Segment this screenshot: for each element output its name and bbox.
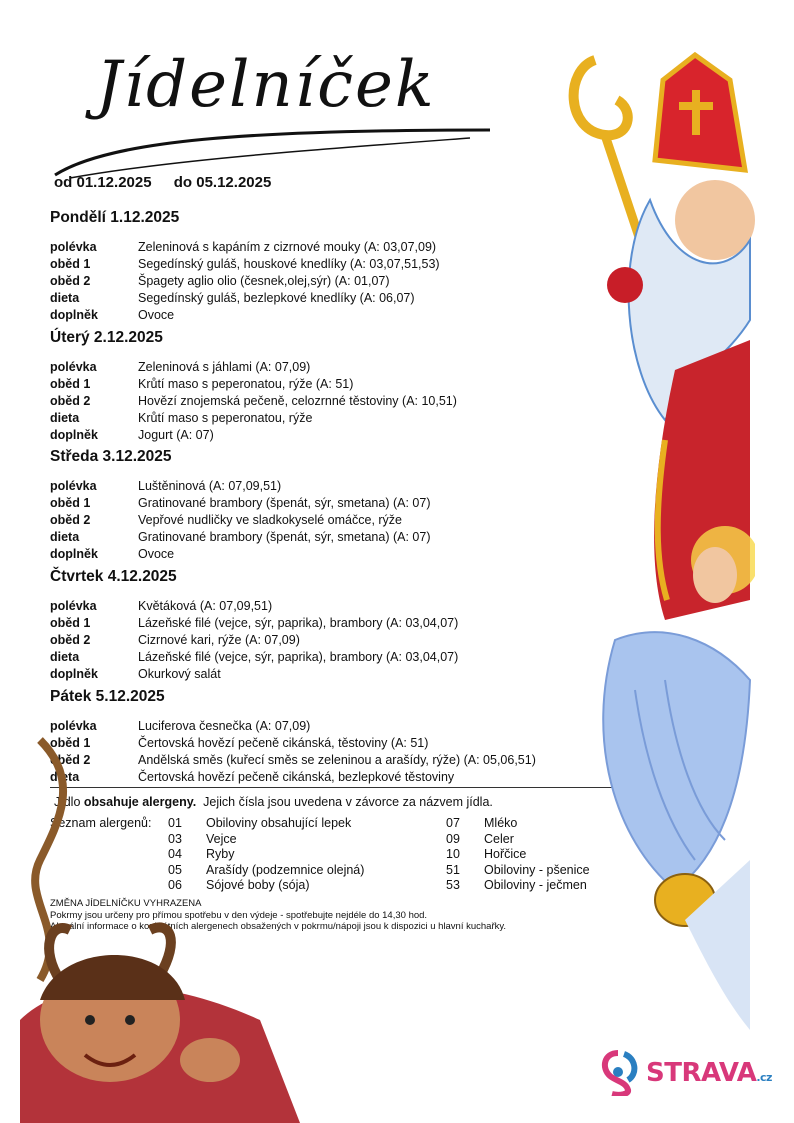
allergen-code: 06 <box>168 878 182 892</box>
row-label: polévka <box>50 360 97 374</box>
menu-row <box>50 393 610 410</box>
row-label: polévka <box>50 599 97 613</box>
row-label: doplněk <box>50 428 98 442</box>
menu-row <box>50 359 610 376</box>
day-heading: Pátek 5.12.2025 <box>50 688 165 705</box>
allergen-name: Arašídy (podzemnice olejná) <box>206 862 365 877</box>
date-to: do 05.12.2025 <box>173 174 272 191</box>
strava-logo-text <box>646 1058 772 1088</box>
allergen-name: Ryby <box>206 847 235 861</box>
menu-row <box>50 478 610 495</box>
row-text: Luštěninová (A: 07,09,51) <box>138 479 282 493</box>
row-label: dieta <box>50 530 80 544</box>
day-heading: Středa 3.12.2025 <box>50 448 172 465</box>
allergen-code: 05 <box>168 862 182 877</box>
row-text: Špagety aglio olio (česnek,olej,sýr) (A: 01,07) <box>138 274 390 288</box>
saint-nicholas-illustration <box>555 40 755 1040</box>
menu-row <box>50 273 610 290</box>
logo-suffix: .cz <box>756 1071 772 1084</box>
row-label: dieta <box>50 411 80 425</box>
menu-row <box>50 512 610 529</box>
row-label: doplněk <box>50 308 98 322</box>
row-text: Gratinované brambory (špenát, sýr, smetana) (A: 07) <box>138 496 431 510</box>
menu-row <box>50 256 610 273</box>
row-text: Hovězí znojemská pečeně, celozrnné těstoviny (A: 10,51) <box>138 394 457 408</box>
row-text: Segedínský guláš, bezlepkové knedlíky (A: 06,07) <box>138 291 415 305</box>
row-text: Lázeňské filé (vejce, sýr, paprika), brambory (A: 03,04,07) <box>138 650 459 664</box>
menu-row <box>50 427 610 444</box>
row-text: Vepřové nudličky ve sladkokyselé omáčce, rýže <box>138 513 403 527</box>
allergen-name: Obiloviny - ječmen <box>484 878 587 892</box>
allergen-code: 53 <box>446 878 460 892</box>
row-text: Andělská směs (kuřecí směs se zeleninou a arašídy, rýže) (A: 05,06,51) <box>138 753 536 767</box>
row-label: oběd 2 <box>50 513 91 527</box>
date-from: od 01.12.2025 <box>54 174 152 191</box>
allergen-name: Sójové boby (sója) <box>206 878 310 892</box>
row-text: Zeleninová s kapáním z cizrnové mouky (A: 03,07,09) <box>138 240 437 254</box>
allergen-code: 01 <box>168 816 182 830</box>
menu-row <box>50 615 610 632</box>
row-label: polévka <box>50 479 97 493</box>
allergen-note-prefix: Jídlo <box>54 795 81 809</box>
row-text: Cizrnové kari, rýže (A: 07,09) <box>138 633 300 647</box>
day-heading: Pondělí 1.12.2025 <box>50 209 180 226</box>
title-flourish <box>50 120 500 180</box>
row-label: dieta <box>50 650 80 664</box>
row-label: oběd 2 <box>50 753 91 767</box>
notice-line-1: ZMĚNA JÍDELNÍČKU VYHRAZENA <box>50 898 202 909</box>
allergen-code: 04 <box>168 847 182 861</box>
row-text: Čertovská hovězí pečeně cikánská, těstoviny (A: 51) <box>138 736 429 750</box>
row-text: Segedínský guláš, houskové knedlíky (A: 03,07,51,53) <box>138 257 440 271</box>
row-text: Čertovská hovězí pečeně cikánská, bezlepkové těstoviny <box>138 770 455 784</box>
row-text: Jogurt (A: 07) <box>138 428 214 442</box>
allergen-list-label: Seznam alergenů: <box>50 816 152 830</box>
row-text: Krůtí maso s peperonatou, rýže (A: 51) <box>138 377 354 391</box>
logo-name: STRAVA <box>646 1058 757 1088</box>
allergen-name: Vejce <box>206 831 237 846</box>
menu-row <box>50 649 610 666</box>
allergen-name: Celer <box>484 831 514 846</box>
allergen-code: 03 <box>168 831 182 846</box>
row-label: polévka <box>50 719 97 733</box>
row-label: dieta <box>50 291 80 305</box>
devil-illustration <box>0 720 300 1123</box>
allergen-name: Mléko <box>484 816 518 830</box>
strava-logo <box>598 1050 772 1096</box>
menu-row <box>50 290 610 307</box>
row-label: doplněk <box>50 667 98 681</box>
allergen-code: 10 <box>446 847 460 861</box>
row-label: oběd 1 <box>50 736 91 750</box>
menu-row <box>50 410 610 427</box>
row-label: doplněk <box>50 547 98 561</box>
row-text: Luciferova česnečka (A: 07,09) <box>138 719 311 733</box>
menu-title: Jídelníček <box>96 48 436 122</box>
menu-row <box>50 632 610 649</box>
row-text: Zeleninová s jáhlami (A: 07,09) <box>138 360 311 374</box>
row-label: oběd 2 <box>50 274 91 288</box>
row-label: oběd 2 <box>50 394 91 408</box>
row-label: oběd 1 <box>50 496 91 510</box>
date-range <box>54 174 289 191</box>
day-section-2 <box>50 329 610 444</box>
row-label: polévka <box>50 240 97 254</box>
row-text: Lázeňské filé (vejce, sýr, paprika), brambory (A: 03,04,07) <box>138 616 459 630</box>
menu-row <box>50 376 610 393</box>
allergen-note-suffix: Jejich čísla jsou uvedena v závorce za názvem jídla. <box>203 795 493 809</box>
row-text: Krůtí maso s peperonatou, rýže <box>138 411 313 425</box>
allergen-note-bold: obsahuje alergeny. <box>83 795 197 809</box>
row-text: Ovoce <box>138 547 175 561</box>
menu-row <box>50 666 610 683</box>
day-heading: Úterý 2.12.2025 <box>50 329 163 346</box>
row-text: Květáková (A: 07,09,51) <box>138 599 273 613</box>
row-text: Ovoce <box>138 308 175 322</box>
row-label: dieta <box>50 770 80 784</box>
row-label: oběd 1 <box>50 377 91 391</box>
row-label: oběd 1 <box>50 257 91 271</box>
row-label: oběd 1 <box>50 616 91 630</box>
allergen-code: 09 <box>446 831 460 846</box>
row-text: Okurkový salát <box>138 667 221 681</box>
row-text: Gratinované brambory (špenát, sýr, smetana) (A: 07) <box>138 530 431 544</box>
row-label: oběd 2 <box>50 633 91 647</box>
allergen-name: Obiloviny - pšenice <box>484 862 590 877</box>
day-section-1 <box>50 209 610 324</box>
allergen-code: 51 <box>446 862 460 877</box>
allergen-code: 07 <box>446 816 460 830</box>
menu-row <box>50 495 610 512</box>
day-section-4 <box>50 568 610 683</box>
menu-row <box>50 239 610 256</box>
menu-row <box>50 529 610 546</box>
menu-row <box>50 546 610 563</box>
menu-row <box>50 307 610 324</box>
notice-line-2: Pokrmy jsou určeny pro přímou spotřebu v den výdeje - spotřebujte nejdéle do 14,30 hod. <box>50 909 428 921</box>
day-heading: Čtvrtek 4.12.2025 <box>50 568 177 585</box>
menu-row <box>50 598 610 615</box>
strava-logo-mark <box>598 1050 640 1096</box>
day-section-3 <box>50 448 610 563</box>
notice-line-3: Aktuální informace o konkrétních alergenech obsažených v pokrmu/nápoji jsou k dispozici u hlavní kuchařky. <box>50 921 507 932</box>
allergen-name: Obiloviny obsahující lepek <box>206 816 352 830</box>
allergen-name: Hořčice <box>484 847 527 861</box>
